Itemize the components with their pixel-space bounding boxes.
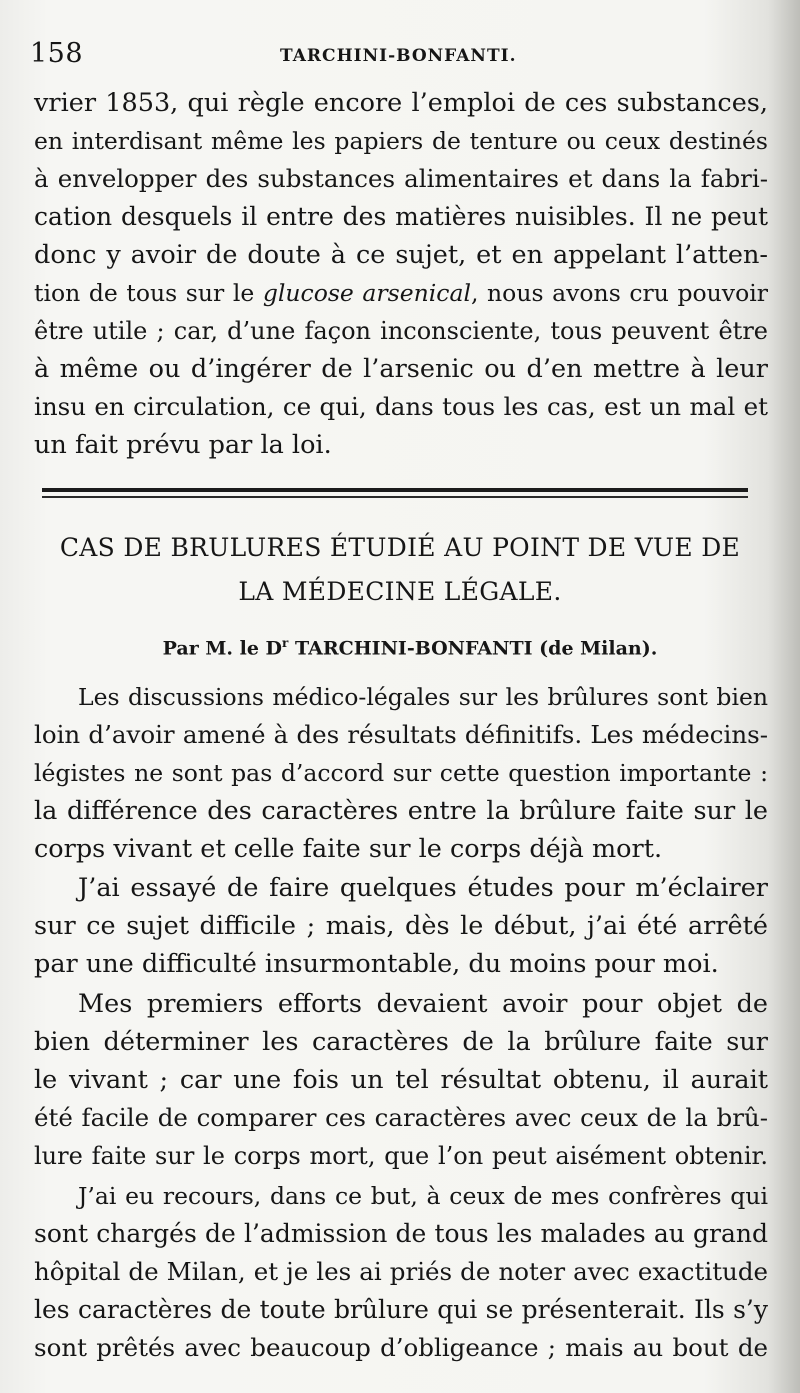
text-segment: , nous avons cru pouvoir [470,279,768,307]
text-line: cation desquels il entre des matières nuisibles. Il ne peut [34,202,768,231]
text-line: vrier 1853, qui règle encore l’emploi de ces substances, [34,88,768,118]
text-line: les caractères de toute brûlure qui se présenterait. Ils s’y [34,1295,768,1324]
byline-prefix: Par M. le D [162,637,283,660]
text-line: corps vivant et celle faite sur le corps déjà mort. [34,834,663,864]
paragraph-3 [34,869,768,983]
text-line: légistes ne sont pas d’accord sur cette question importante : [34,759,768,787]
text-line: sont chargés de l’admission de tous les malades au grand [34,1219,768,1248]
text-line: en interdisant même les papiers de tenture ou ceux destinés [34,127,768,155]
section-title-line-2: LA MÉDECINE LÉGALE. [238,577,562,606]
section-title-line-1: CAS DE BRULURES ÉTUDIÉ AU POINT DE VUE DE [59,533,741,562]
italic-term: glucose arsenical [262,279,471,307]
paragraph-4 [34,985,768,1175]
text-line: insu en circulation, ce qui, dans tous les cas, est un mal et [34,392,768,421]
text-line: un fait prévu par la loi. [34,430,332,460]
byline-author: TARCHINI-BONFANTI (de Milan). [288,637,658,660]
text-line: à envelopper des substances alimentaires et dans la fabri- [34,164,768,193]
text-line: lure faite sur le corps mort, que l’on peut aisément obtenir. [34,1142,768,1170]
text-line [34,274,768,312]
page-number: 158 [30,38,84,69]
paragraph-5 [34,1177,768,1367]
text-line: J’ai essayé de faire quelques études pour m’éclairer [78,873,768,903]
text-line: à même ou d’ingérer de l’arsenic ou d’en mettre à leur [34,354,768,384]
section-divider-thick [42,488,748,492]
text-line: donc y avoir de doute à ce sujet, et en appelant l’atten- [34,240,768,270]
author-byline [40,628,780,663]
text-line: bien déterminer les caractères de la brûlure faite sur [34,1027,768,1057]
text-line: être utile ; car, d’une façon inconsciente, tous peuvent être [34,317,768,345]
text-line: la différence des caractères entre la brûlure faite sur le [34,796,768,826]
text-line: été facile de comparer ces caractères avec ceux de la brû- [34,1103,768,1132]
text-line: J’ai eu recours, dans ce but, à ceux de mes confrères qui [78,1182,768,1210]
paragraph-2 [34,678,768,868]
page-header [30,38,770,78]
running-head: TARCHINI-BONFANTI. [280,46,517,66]
paragraph-1 [34,84,768,464]
text-line: Mes premiers efforts devaient avoir pour objet de [78,989,768,1019]
text-line: le vivant ; car une fois un tel résultat obtenu, il aurait [34,1065,768,1095]
text-line: par une difficulté insurmontable, du moins pour moi. [34,949,719,979]
section-divider-thin [42,496,748,498]
text-line: sont prêtés avec beaucoup d’obligeance ; mais au bout de [34,1333,768,1362]
text-line: Les discussions médico-légales sur les brûlures sont bien [78,683,768,711]
text-segment: tion de tous sur le [34,279,263,307]
text-line: loin d’avoir amené à des résultats définitifs. Les médecins- [34,720,768,749]
text-line: sur ce sujet difficile ; mais, dès le début, j’ai été arrêté [34,911,768,941]
byline-superscript: r [282,636,289,650]
text-line: hôpital de Milan, et je les ai priés de noter avec exactitude [34,1257,768,1286]
